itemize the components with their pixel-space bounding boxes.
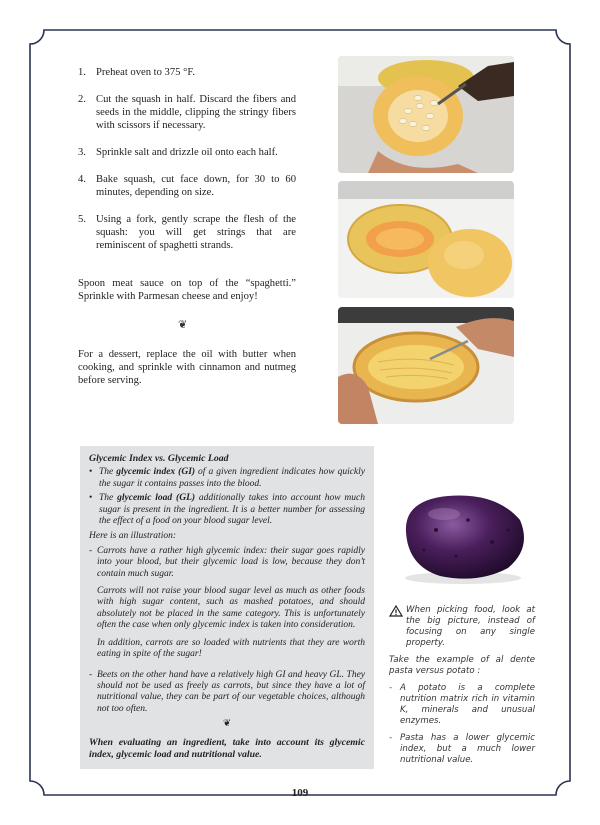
warning-text: When picking food, look at the big picture, instead of focusing on any single property. — [406, 605, 535, 648]
page-number: 109 — [291, 787, 309, 799]
purple-potato-image — [396, 490, 530, 586]
recipe-step: 2. Cut the squash in half. Discard the fibers and seeds in the middle, clipping the stringy fibers with scissors if necessary. — [78, 94, 296, 131]
squash-seeds-photo — [338, 56, 514, 173]
illustration-intro: Here is an illustration: — [89, 531, 176, 542]
glycemic-conclusion: When evaluating an ingredient, take into account its glycemic index, glycemic load and nutritional value. — [89, 736, 365, 761]
warning-icon — [389, 605, 406, 649]
example-text: Take the example of al dente pasta versus potato : — [389, 655, 535, 676]
glycemic-info-box — [80, 446, 374, 769]
ornament-icon: ❦ — [178, 319, 188, 331]
glycemic-index-bullet: • The glycemic index (GI) of a given ingredient indicates how quickly the sugar it contains passes into the blood. — [89, 467, 366, 489]
side-note — [389, 605, 535, 766]
recipe-steps — [78, 66, 296, 266]
serving-text: Spoon meat sauce on top of the “spaghetti.” Sprinkle with Parmesan cheese and enjoy! — [78, 278, 296, 302]
pasta-item: - Pasta has a lower glycemic index, but a much lower nutritional value. — [389, 733, 535, 765]
squash-halves-photo — [338, 181, 514, 298]
glycemic-box-title: Glycemic Index vs. Glycemic Load — [89, 453, 229, 464]
recipe-step: 3. Sprinkle salt and drizzle oil onto each half. — [78, 147, 278, 158]
recipe-step: 5. Using a fork, gently scrape the flesh of the squash: you will get strings that are reminiscent of spaghetti strands. — [78, 214, 296, 251]
ornament-icon: ❦ — [223, 719, 231, 730]
recipe-step: 1. Preheat oven to 375 °F. — [78, 67, 196, 78]
recipe-step: 4. Bake squash, cut face down, for 30 to 60 minutes, depending on size. — [78, 174, 296, 198]
dessert-text: For a dessert, replace the oil with butter when cooking, and sprinkle with cinnamon and nutmeg before serving. — [78, 349, 296, 386]
squash-scraping-photo — [338, 307, 514, 424]
carrots-item: - Carrots have a rather high glycemic index: their sugar goes rapidly into your blood, but their glycemic load is low, because they don’t contain much sugar. Carrots will not raise your blood sugar level as much as other foods with high sugar content, such as mashed potatoes, and should absolutely not be placed in the same category. This is unfortunately often the case when only glycemic index is taken into consideration. In addition, carrots are so loaded with nutrients that they are worth eating in spite of the sugar! — [89, 545, 365, 660]
glycemic-load-bullet: • The glycemic load (GL) additionally takes into account how much sugar is present in the ingredient. It is a better number for assessing the effect of a food on your blood sugar level. — [89, 493, 365, 527]
beets-item: - Beets on the other hand have a relatively high GI and heavy GL. They should not be used as freely as carrots, but since they have a lot of nutritional value, they can be part of our vegetable choices, although not too often. — [89, 669, 365, 714]
potato-item: - A potato is a complete nutrition matrix rich in vitamin K, minerals and unusual enzymes. — [389, 683, 535, 726]
